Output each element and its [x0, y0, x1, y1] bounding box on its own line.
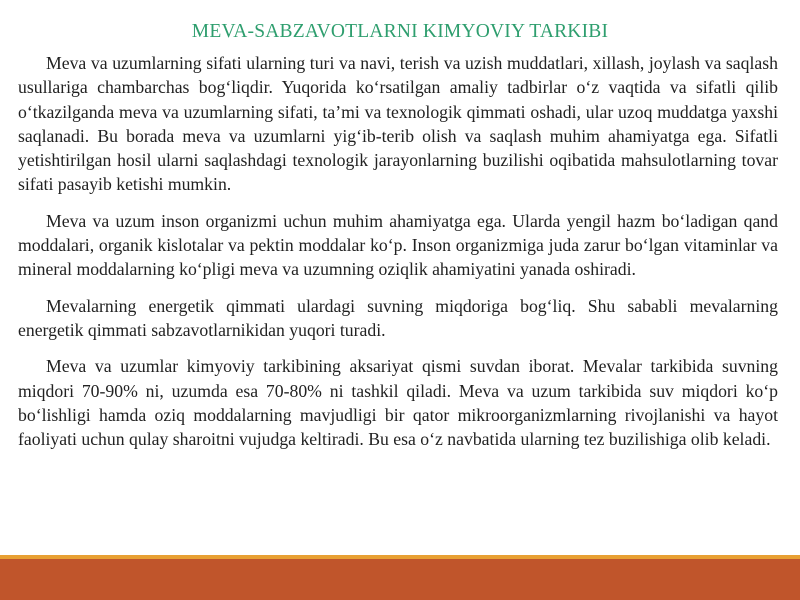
paragraph-1: Meva va uzumlarning sifati ularning turi va navi, terish va uzish muddatlari, xillash, joylash va saqlash usullariga chambarchas bog‘liqdir. Yuqorida ko‘rsatilgan amaliy tadbirlar o‘z vaqtida va sifatli qilib o‘tkazilganda meva va uzumlarning sifati, ta’mi va texnologik qimmati oshadi, ular uzoq muddatga yaxshi saqlanadi. Bu borada meva va uzumlarni yig‘ib-terib olish va saqlash muhim ahamiyatga ega. Sifatli yetishtirilgan hosil ularni saqlashdagi texnologik jarayonlarning buzilishi oqibatida mahsulotlarning tovar sifati pasayib ketishi mumkin.: [18, 53, 778, 195]
paragraph-3: Mevalarning energetik qimmati ulardagi suvning miqdoriga bog‘liq. Shu sababli mevalarning energetik qimmati sabzavotlarnikidan yuqori turadi.: [18, 295, 778, 340]
slide-body: [18, 51, 778, 463]
paragraph-4: Meva va uzumlar kimyoviy tarkibining aksariyat qismi suvdan iborat. Mevalar tarkibida suvning miqdori 70-90% ni, uzumda esa 70-80% ni tashkil qiladi. Meva va uzum tarkibida suv miqdori ko‘p bo‘lishligi hamda oziq moddalarning mavjudligi bir qator mikroorganizmlarning rivojlanishi va hayot faoliyati uchun qulay sharoitni vujudga keltiradi. Bu esa o‘z navbatida ularning tez buzilishiga olib keladi.: [18, 356, 778, 450]
footer-bar: [0, 559, 800, 600]
paragraph-2: Meva va uzum inson organizmi uchun muhim ahamiyatga ega. Ularda yengil hazm bo‘ladigan qand moddalari, organik kislotalar va pektin moddalar ko‘p. Inson organizmiga juda zarur bo‘lgan vitaminlar va mineral moddalarning ko‘pligi meva va uzumning oziqlik ahamiyatini yanada oshiradi.: [18, 210, 778, 280]
slide-title: MEVA-SABZAVOTLARNI KIMYOVIY TARKIBI: [191, 21, 609, 42]
